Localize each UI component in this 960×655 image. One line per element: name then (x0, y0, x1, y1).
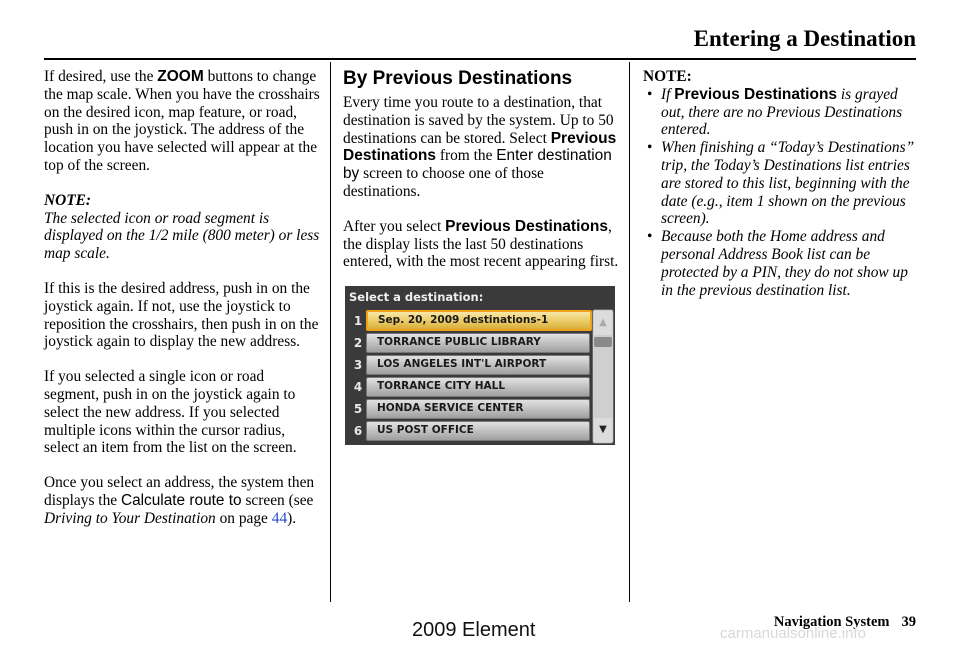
destination-item[interactable] (345, 333, 593, 355)
destination-item[interactable] (345, 311, 593, 333)
watermark-text: 2009 Element (412, 619, 536, 641)
item-number: 3 (353, 358, 363, 372)
zoom-term: ZOOM (157, 68, 204, 85)
column-2 (343, 68, 619, 271)
paragraph-after-select: After you select Previous Destinations, the display lists the last 50 destinations entered, with the most recent appearing first. (343, 217, 619, 271)
watermark-site: carmanualsonline.info (720, 625, 866, 642)
paragraph-desired-address: If this is the desired address, push in on the joystick again. If not, use the joystick to reposition the crosshairs, then push in on the joystick again to display the new address. (44, 279, 319, 351)
destination-item[interactable] (345, 421, 593, 443)
note-item: • When finishing a “Today’s Destinations” trip, the Today’s Destinations list entries are stored to this list, beginning with the date (e.g., item 1 shown on the previous screen). (643, 139, 923, 228)
column-divider-left (330, 62, 331, 602)
scroll-up-arrow-icon[interactable]: ▲ (594, 311, 612, 335)
column-1 (44, 68, 320, 528)
destination-item[interactable] (345, 399, 593, 421)
item-label: TORRANCE PUBLIC LIBRARY (377, 336, 541, 348)
previous-destinations-term-2: Previous Destinations (445, 217, 608, 235)
page-number: 39 (901, 614, 916, 630)
note-item: • If Previous Destinations is grayed out, there are no Previous Destinations entered. (643, 86, 923, 139)
note-text: The selected icon or road segment is displayed on the 1/2 mile (800 meter) or less map scale. (44, 209, 320, 263)
destination-item[interactable] (345, 355, 593, 377)
previous-destinations-term: Previous Destinations (343, 129, 617, 165)
scrollbar[interactable] (592, 309, 614, 444)
note-label-2: NOTE: (643, 68, 692, 85)
header-rule (44, 58, 916, 60)
enter-destination-by-term: Enter destination by (343, 147, 612, 183)
item-label: US POST OFFICE (377, 424, 474, 436)
page-header-title: Entering a Destination (693, 26, 916, 51)
item-label: TORRANCE CITY HALL (377, 380, 506, 392)
note-list (643, 86, 923, 300)
paragraph-calculate-route: Once you select an address, the system then displays the Calculate route to screen (see Driving to Your Destination on page 44). (44, 474, 315, 527)
paragraph-zoom: If desired, use the ZOOM buttons to change the map scale. When you have the crosshairs on the desired icon, map feature, or road, push in on the joystick. The address of the location you have selected will appear at the top of the screen. (44, 68, 320, 174)
item-number: 6 (353, 424, 363, 438)
item-number: 4 (353, 380, 363, 394)
item-bar (366, 399, 590, 419)
page-44-link[interactable]: 44 (271, 509, 288, 527)
note-label: NOTE: (44, 191, 92, 209)
item-label: LOS ANGELES INT'L AIRPORT (377, 358, 547, 370)
column-3 (643, 68, 923, 299)
item-label: Sep. 20, 2009 destinations-1 (378, 314, 549, 326)
cross-reference: Driving to Your Destination (44, 509, 216, 527)
scroll-down-arrow-icon[interactable]: ▼ (594, 418, 612, 442)
paragraph-single-icon: If you selected a single icon or road segment, push in on the joystick again to select the new address. If you selected multiple icons within the cursor radius, select an item from the list on the screen. (44, 368, 297, 457)
item-bar (366, 377, 590, 397)
note-item: • Because both the Home address and personal Address Book list can be protected by a PIN, they do not show up in the previous destination list. (643, 228, 923, 299)
previous-destinations-term-3: Previous Destinations (674, 85, 838, 103)
item-bar (366, 355, 590, 375)
calculate-route-term: Calculate route to (120, 491, 242, 509)
screen-title: Select a destination: (349, 290, 484, 304)
item-number: 5 (353, 402, 363, 416)
column-divider-right (629, 62, 630, 602)
footer-label: Navigation System (773, 614, 890, 630)
scroll-thumb[interactable] (594, 337, 612, 347)
item-bar (366, 421, 590, 441)
item-number: 1 (353, 314, 363, 328)
paragraph-previous-intro: Every time you route to a destination, that destination is saved by the system. Up to 50 destinations can be stored. Select Previous Destinations from the Enter destination by screen to choose one of those destinations. (343, 94, 617, 200)
item-bar (366, 333, 590, 353)
item-label: HONDA SERVICE CENTER (377, 402, 524, 414)
navigation-screen (345, 286, 615, 445)
item-bar (366, 310, 592, 331)
section-heading: By Previous Destinations (343, 68, 573, 89)
item-number: 2 (353, 336, 363, 350)
destination-item[interactable] (345, 377, 593, 399)
